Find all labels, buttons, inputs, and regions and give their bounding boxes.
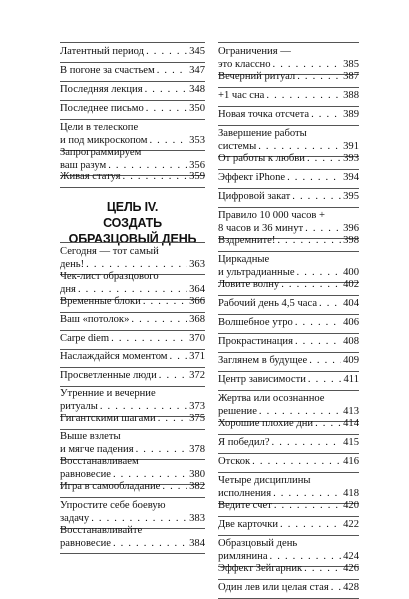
entry-divider [60,312,205,313]
toc-entry-page-number: 384 [189,537,205,549]
toc-entry-page-number: 395 [343,191,359,202]
toc-entry[interactable] [218,500,359,513]
toc-entry-page-number: 364 [189,283,205,295]
toc-entry-title-line: Образцовый день [218,538,298,549]
toc-entry-page-number: 426 [343,563,359,574]
dot-leader [315,418,341,431]
toc-entry-title-line: Гигантскими шагами [60,413,156,424]
entry-divider [60,497,205,498]
dot-leader [159,370,187,383]
toc-entry-page-number: 404 [343,298,359,309]
toc-entry-title-line: ритуалы [60,400,98,412]
dot-leader [297,71,341,84]
toc-entry[interactable] [60,431,205,456]
toc-entry-page-number: 420 [343,500,359,511]
dot-leader [100,401,187,414]
toc-entry[interactable] [218,235,359,248]
toc-entry-title-line: Восстанавливаем [60,456,139,467]
toc-entry[interactable] [218,475,359,500]
toc-entry-title-line: Carpe diem [60,333,110,344]
toc-entry[interactable] [60,333,205,346]
toc-entry[interactable] [60,46,205,59]
toc-entry-title-line: Чек-лист образцового [60,271,159,282]
toc-entry[interactable] [218,456,359,469]
toc-entry-title-line: римлянина [218,550,268,562]
toc-entry-page-number: 388 [343,90,359,101]
toc-entry[interactable] [60,481,205,494]
toc-entry-title-line: Один лев или целая стая [218,582,329,593]
toc-entry-title-line: Цели в телескопе [60,122,139,133]
toc-entry[interactable] [218,538,359,563]
dot-leader [149,135,187,148]
toc-entry[interactable] [60,246,205,271]
toc-entry[interactable] [218,317,359,330]
toc-entry-page-number: 345 [189,46,205,57]
entry-divider [60,349,205,350]
dot-leader [78,284,187,297]
toc-entry-page-number: 424 [343,550,359,562]
toc-entry-title-line: Запрограммируем [60,147,142,158]
toc-entry-title-line: ваш разум [60,159,107,171]
toc-entry[interactable] [60,525,205,550]
toc-entry[interactable] [218,279,359,292]
entry-divider [60,62,205,63]
toc-entry[interactable] [60,500,205,525]
toc-entry-page-number: 391 [343,140,359,152]
toc-entry[interactable] [218,582,359,595]
dot-leader [295,317,341,330]
entry-divider [218,598,359,599]
toc-entry[interactable] [60,147,205,172]
toc-entry-title-line: Латентный период [60,46,145,57]
toc-entry[interactable] [218,128,359,153]
dot-leader [273,488,341,501]
toc-entry-title-line: Сегодня — тот самый [60,246,159,257]
dot-leader [270,551,342,564]
toc-entry[interactable] [60,171,205,184]
toc-entry-title-line: Вечерний ритуал [218,71,296,82]
toc-entry-page-number: 413 [343,405,359,417]
toc-entry[interactable] [60,314,205,327]
toc-entry-page-number: 428 [343,582,359,593]
toc-entry-page-number: 368 [189,314,205,325]
toc-entry[interactable] [60,271,205,296]
dot-leader [331,582,341,595]
toc-entry-title-line: От работы к любви [218,153,305,164]
toc-entry[interactable] [60,296,205,309]
toc-entry-title-line: 8 часов и 36 минут [218,222,304,234]
toc-entry-page-number: 380 [189,468,205,480]
dot-leader [277,235,341,248]
toc-entry-title-line: Ваш «потолок» [60,314,130,325]
dot-leader [287,172,341,185]
toc-entry[interactable] [218,210,359,235]
toc-entry[interactable] [218,254,359,279]
toc-entry-page-number: 378 [189,443,205,455]
toc-entry-title-line: Новая точка отсчета [218,109,310,120]
entry-divider [60,386,205,387]
entry-divider [218,535,359,536]
toc-entry-title-line: Упростите себе боевую [60,500,166,511]
toc-entry-page-number: 371 [189,351,205,362]
toc-entry-title-line: Рабочий день 4,5 часа [218,298,318,309]
toc-entry-title-line: Эффект Зейгарник [218,563,303,574]
section-heading-line: СОЗДАТЬ ОБРАЗЦОВЫЙ ДЕНЬ [68,216,197,246]
dot-leader [292,191,341,204]
dot-leader [111,333,187,346]
toc-entry-page-number: 409 [343,355,359,366]
toc-entry[interactable] [218,437,359,450]
entry-divider [60,367,205,368]
entry-divider [218,434,359,435]
toc-entry-page-number: 416 [343,456,359,467]
toc-entry-title-line: Ведите счет [218,500,272,511]
toc-entry-page-number: 406 [343,317,359,328]
toc-entry-title-line: Я победил? [218,437,270,448]
entry-divider [60,330,205,331]
toc-entry-title-line: Волшебное утро [218,317,293,328]
toc-entry-page-number: 389 [343,109,359,120]
entry-divider [218,333,359,334]
toc-entry[interactable] [218,71,359,84]
dot-leader [113,469,187,482]
toc-entry-title-line: Просветленные люди [60,370,157,381]
dot-leader [143,296,187,309]
dot-leader [91,513,187,526]
toc-entry-page-number: 408 [343,336,359,347]
toc-entry-title-line: дня [60,283,76,295]
toc-entry[interactable] [218,563,359,576]
entry-divider [218,125,359,126]
toc-entry-title-line: Игра в самообладание [60,481,161,492]
entry-divider [218,453,359,454]
toc-entry[interactable] [60,122,205,147]
dot-leader [307,153,341,166]
toc-entry[interactable] [218,191,359,204]
dot-leader [162,481,187,494]
toc-entry-title-line: Центр зависимости [218,374,306,385]
toc-entry[interactable] [218,109,359,122]
toc-entry-title-line: Последнее письмо [60,103,144,114]
toc-entry-title-line: Временные блоки [60,296,141,307]
toc-entry-page-number: 400 [343,266,359,278]
toc-entry[interactable] [218,90,359,103]
toc-entry-page-number: 411 [343,374,359,385]
dot-leader [272,437,342,450]
toc-entry-title-line: Ловите волну [218,279,280,290]
toc-entry-title-line: Завершение работы [218,128,307,139]
dot-leader [297,267,342,280]
toc-entry[interactable] [218,355,359,368]
toc-entry-title-line: Хорошие плохие дни [218,418,314,429]
entry-divider [60,553,205,554]
toc-entry-page-number: 348 [189,84,205,95]
toc-entry-page-number: 402 [343,279,359,290]
toc-entry-title-line: Эффект iPhone [218,172,286,183]
dot-leader [131,314,187,327]
entry-divider [218,106,359,107]
toc-entry-title-line: Правило 10 000 часов + [218,210,325,221]
toc-entry-page-number: 415 [343,437,359,448]
toc-entry-page-number: 370 [189,333,205,344]
toc-entry-page-number: 393 [343,153,359,164]
toc-entry-page-number: 372 [189,370,205,381]
toc-entry-title-line: и мягче падения [60,443,134,455]
dot-leader [86,259,187,272]
dot-leader [309,355,341,368]
entry-divider [218,472,359,473]
dot-leader [259,406,341,419]
dot-leader [305,223,341,236]
toc-entry-title-line: день! [60,258,85,270]
toc-entry[interactable] [60,84,205,97]
toc-entry-title-line: В погоне за счастьем [60,65,155,76]
entry-divider [60,42,205,43]
toc-entry[interactable] [218,393,359,418]
toc-entry-title-line: Две карточки [218,519,279,530]
toc-entry[interactable] [218,172,359,185]
dot-leader [136,444,188,457]
dot-leader [281,279,341,292]
toc-entry-page-number: 375 [189,413,205,424]
toc-entry-title-line: равновесие [60,537,111,549]
toc-entry-title-line: и ультрадианные [218,266,295,278]
toc-entry-page-number: 350 [189,103,205,114]
toc-entry-page-number: 382 [189,481,205,492]
entry-divider [60,429,205,430]
toc-entry-page-number: 356 [189,159,205,171]
entry-divider [218,516,359,517]
toc-entry[interactable] [218,298,359,311]
dot-leader [113,538,187,551]
dot-leader [145,84,188,97]
toc-entry-title-line: Восстанавливайте [60,525,143,536]
entry-divider [218,579,359,580]
dot-leader [157,65,187,78]
toc-entry-page-number: 396 [343,222,359,234]
toc-entry-page-number: 347 [189,65,205,76]
entry-divider [218,371,359,372]
entry-divider [218,295,359,296]
toc-entry[interactable] [218,46,359,71]
toc-entry[interactable] [218,374,359,387]
toc-entry-page-number: 422 [343,519,359,530]
toc-entry[interactable] [218,336,359,349]
toc-entry-page-number: 353 [189,134,205,146]
dot-leader [252,456,341,469]
toc-entry[interactable] [218,418,359,431]
toc-entry-page-number: 373 [189,400,205,412]
toc-entry-title-line: это классно [218,58,271,70]
dot-leader [146,103,187,116]
dot-leader [146,46,187,59]
toc-entry-title-line: Вздремните! [218,235,276,246]
entry-divider [218,207,359,208]
toc-entry-page-number: 366 [189,296,205,307]
toc-entry[interactable] [60,65,205,78]
toc-entry[interactable] [218,519,359,532]
toc-entry-title-line: Выше взлеты [60,431,121,442]
toc-entry-title-line: Циркадные [218,254,270,265]
toc-entry-title-line: Утренние и вечерние [60,388,156,399]
entry-divider [218,42,359,43]
toc-entry-page-number: 359 [189,171,205,182]
toc-entry-page-number: 387 [343,71,359,82]
toc-entry-title-line: Отскок [218,456,251,467]
entry-divider [60,100,205,101]
toc-entry-title-line: Жертва или осознанное [218,393,325,404]
dot-leader [280,519,341,532]
toc-entry-title-line: решение [218,405,257,417]
dot-leader [311,109,341,122]
dot-leader [274,500,341,513]
toc-entry[interactable] [60,370,205,383]
toc-entry-title-line: Заглянем в будущее [218,355,308,366]
dot-leader [295,336,341,349]
toc-entry-page-number: 418 [343,487,359,499]
toc-entry-page-number: 385 [343,58,359,70]
dot-leader [258,141,341,154]
section-heading-line: ЦЕЛЬ IV. [106,200,159,214]
toc-entry-title-line: Последняя лекция [60,84,143,95]
section-heading [60,199,205,247]
entry-divider [60,242,205,243]
toc-entry[interactable] [60,413,205,426]
toc-entry[interactable] [60,388,205,413]
dot-leader [170,351,188,364]
toc-entry-page-number: 398 [343,235,359,246]
toc-entry-page-number: 383 [189,512,205,524]
toc-entry[interactable] [60,456,205,481]
entry-divider [218,314,359,315]
entry-divider [218,87,359,88]
toc-entry-title-line: Прокрастинация [218,336,293,347]
toc-entry[interactable] [60,351,205,364]
dot-leader [273,59,342,72]
toc-entry-page-number: 394 [343,172,359,183]
dot-leader [123,171,188,184]
toc-entry-title-line: и под микроскопом [60,134,148,146]
entry-divider [218,169,359,170]
toc-entry-title-line: Цифровой закат [218,191,291,202]
entry-divider [60,187,205,188]
dot-leader [319,298,341,311]
entry-divider [60,81,205,82]
dot-leader [304,563,341,576]
dot-leader [266,90,341,103]
toc-entry-title-line: Живая статуя [60,171,121,182]
toc-entry-title-line: системы [218,140,257,152]
toc-entry[interactable] [218,153,359,166]
toc-entry-title-line: Ограничения — [218,46,291,57]
dot-leader [308,374,342,387]
toc-entry-page-number: 414 [343,418,359,429]
entry-divider [218,390,359,391]
toc-entry-title-line: +1 час сна [218,90,265,101]
toc-entry-title-line: Четыре дисциплины [218,475,311,486]
entry-divider [60,119,205,120]
toc-entry-title-line: исполнения [218,487,272,499]
toc-entry[interactable] [60,103,205,116]
entry-divider [218,352,359,353]
toc-entry-title-line: Наслаждайся моментом [60,351,168,362]
toc-entry-title-line: равновесие [60,468,111,480]
entry-divider [218,188,359,189]
toc-entry-page-number: 363 [189,258,205,270]
dot-leader [158,413,187,426]
toc-entry-title-line: задачу [60,512,90,524]
entry-divider [218,251,359,252]
